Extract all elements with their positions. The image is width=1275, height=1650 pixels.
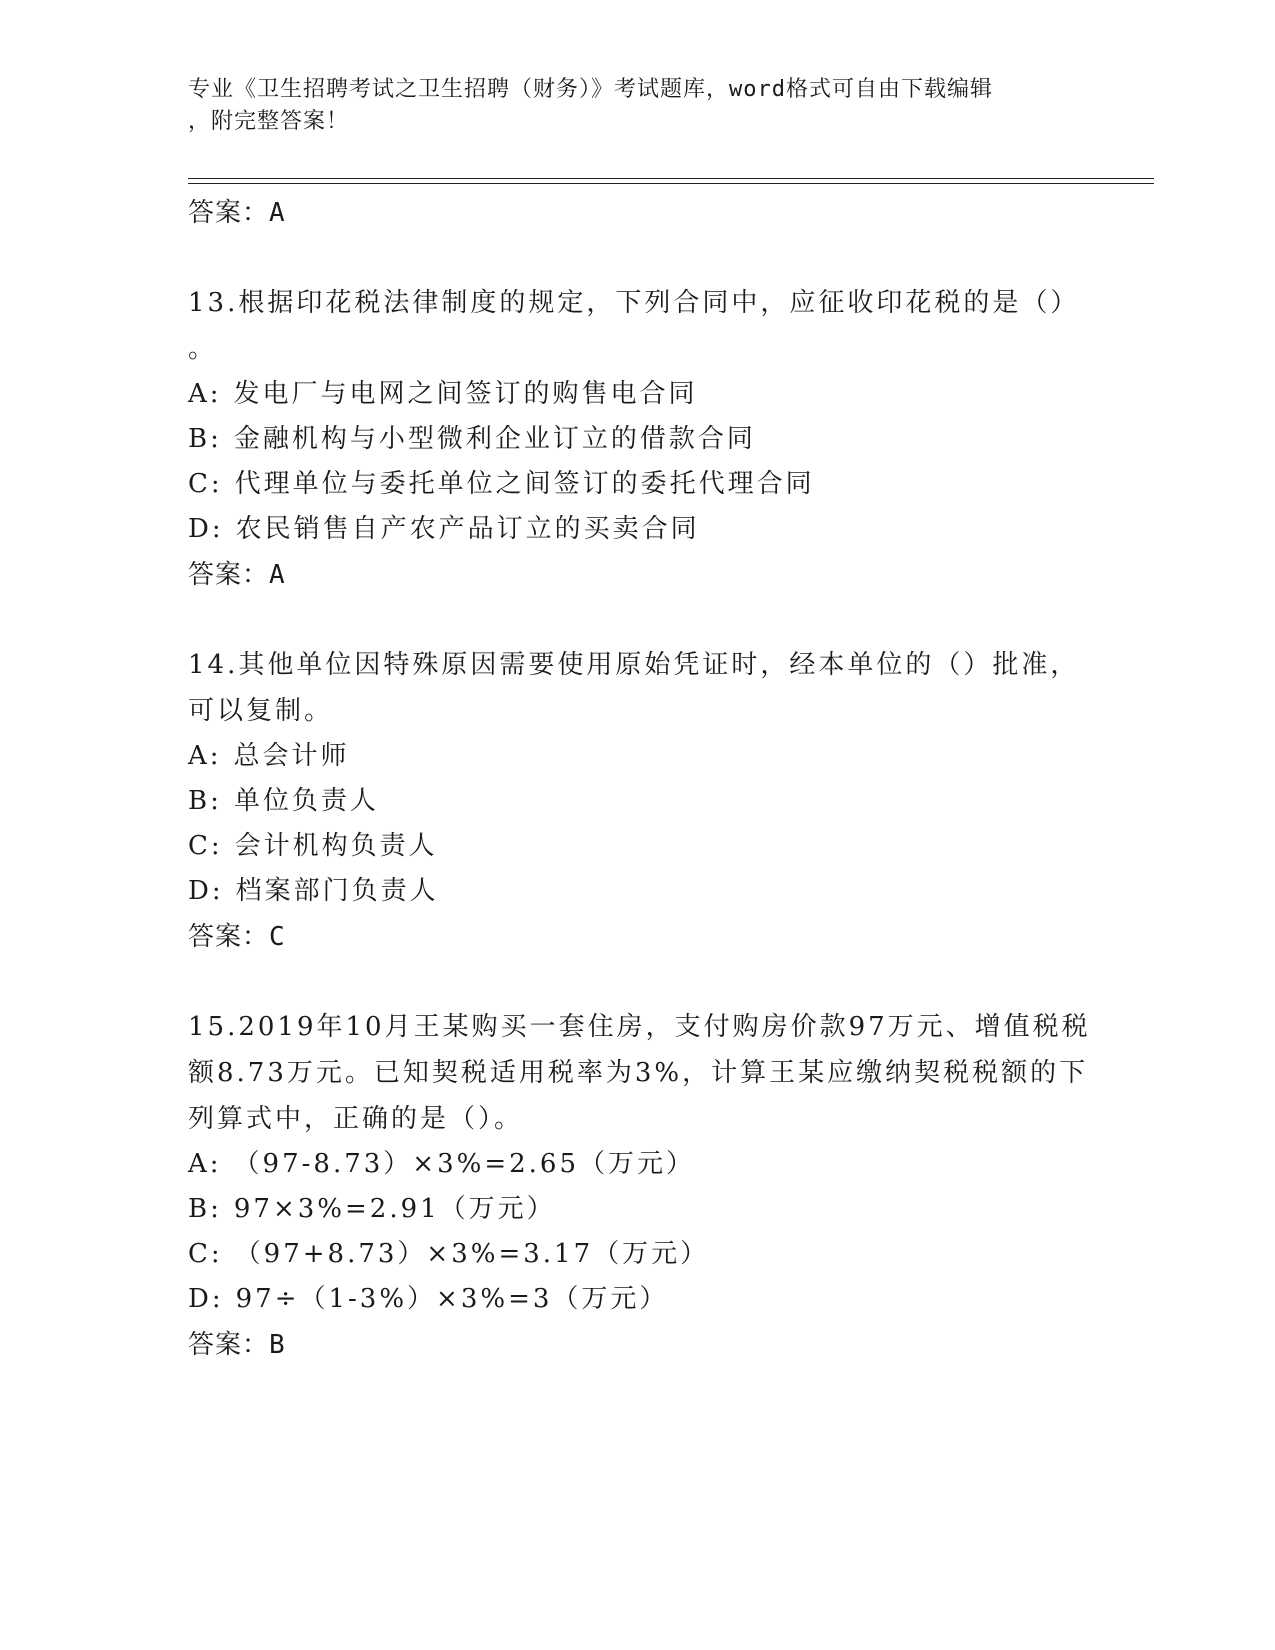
option-c xyxy=(188,462,1088,507)
option-text: 金融机构与小型微利企业订立的借款合同 xyxy=(233,424,756,454)
answer-line: 答案：A xyxy=(188,198,286,228)
option-key: B: xyxy=(188,786,222,816)
header-line-1: 专业《卫生招聘考试之卫生招聘（财务）》考试题库，word格式可自由下载编辑 xyxy=(188,77,993,102)
question-14 xyxy=(188,642,1088,960)
answer-line: 答案：B xyxy=(188,1330,286,1360)
option-key: A: xyxy=(188,741,222,771)
header-line-2: ，附完整答案！ xyxy=(188,109,350,134)
option-d xyxy=(188,507,1088,552)
option-b xyxy=(188,417,1088,462)
document-header xyxy=(188,74,1088,138)
question-text-line: 15.2019年10月王某购买一套住房，支付购房价款97万元、增值税税 xyxy=(188,1012,1091,1042)
option-c xyxy=(188,824,1088,869)
option-text: 97×3%=2.91（万元） xyxy=(233,1194,556,1224)
option-text: 代理单位与委托单位之间签订的委托代理合同 xyxy=(234,469,815,499)
option-text: 档案部门负责人 xyxy=(235,876,439,906)
option-a xyxy=(188,734,1088,779)
option-d xyxy=(188,1277,1088,1322)
question-text-line: 可以复制。 xyxy=(188,696,334,726)
question-text-line: 。 xyxy=(188,334,218,364)
option-text: 发电厂与电网之间签订的购售电合同 xyxy=(233,379,698,409)
header-divider-top xyxy=(188,178,1154,179)
option-key: B: xyxy=(188,1194,222,1224)
option-b xyxy=(188,779,1088,824)
option-key: C: xyxy=(188,469,223,499)
option-key: A: xyxy=(188,1149,222,1179)
document-body xyxy=(188,190,1091,1368)
option-text: （97-8.73）×3%=2.65（万元） xyxy=(233,1149,696,1179)
option-key: D: xyxy=(188,876,224,906)
question-text-line: 13.根据印花税法律制度的规定，下列合同中，应征收印花税的是（） xyxy=(188,288,1080,318)
option-key: B: xyxy=(188,424,222,454)
question-text-line: 额8.73万元。已知契税适用税率为3%，计算王某应缴纳契税税额的下 xyxy=(188,1058,1089,1088)
option-a xyxy=(188,1142,1088,1187)
question-13 xyxy=(188,280,1088,598)
option-key: D: xyxy=(188,1284,224,1314)
option-key: A: xyxy=(188,379,222,409)
option-key: C: xyxy=(188,831,223,861)
option-b xyxy=(188,1187,1088,1232)
option-text: 会计机构负责人 xyxy=(234,831,438,861)
option-text: （97+8.73）×3%=3.17（万元） xyxy=(234,1239,710,1269)
question-text-line: 14.其他单位因特殊原因需要使用原始凭证时，经本单位的（）批准， xyxy=(188,650,1080,680)
question-15 xyxy=(188,1004,1091,1368)
option-text: 单位负责人 xyxy=(233,786,379,816)
option-c xyxy=(188,1232,1088,1277)
question-text-line: 列算式中，正确的是（）。 xyxy=(188,1104,524,1134)
option-d xyxy=(188,869,1088,914)
option-key: D: xyxy=(188,514,224,544)
answer-line: 答案：A xyxy=(188,560,286,590)
header-divider-bottom xyxy=(188,183,1154,184)
option-text: 总会计师 xyxy=(233,741,350,771)
option-text: 农民销售自产农产品订立的买卖合同 xyxy=(235,514,700,544)
option-text: 97÷（1-3%）×3%=3（万元） xyxy=(235,1284,669,1314)
option-key: C: xyxy=(188,1239,223,1269)
option-a xyxy=(188,372,1088,417)
answer-line: 答案：C xyxy=(188,922,286,952)
